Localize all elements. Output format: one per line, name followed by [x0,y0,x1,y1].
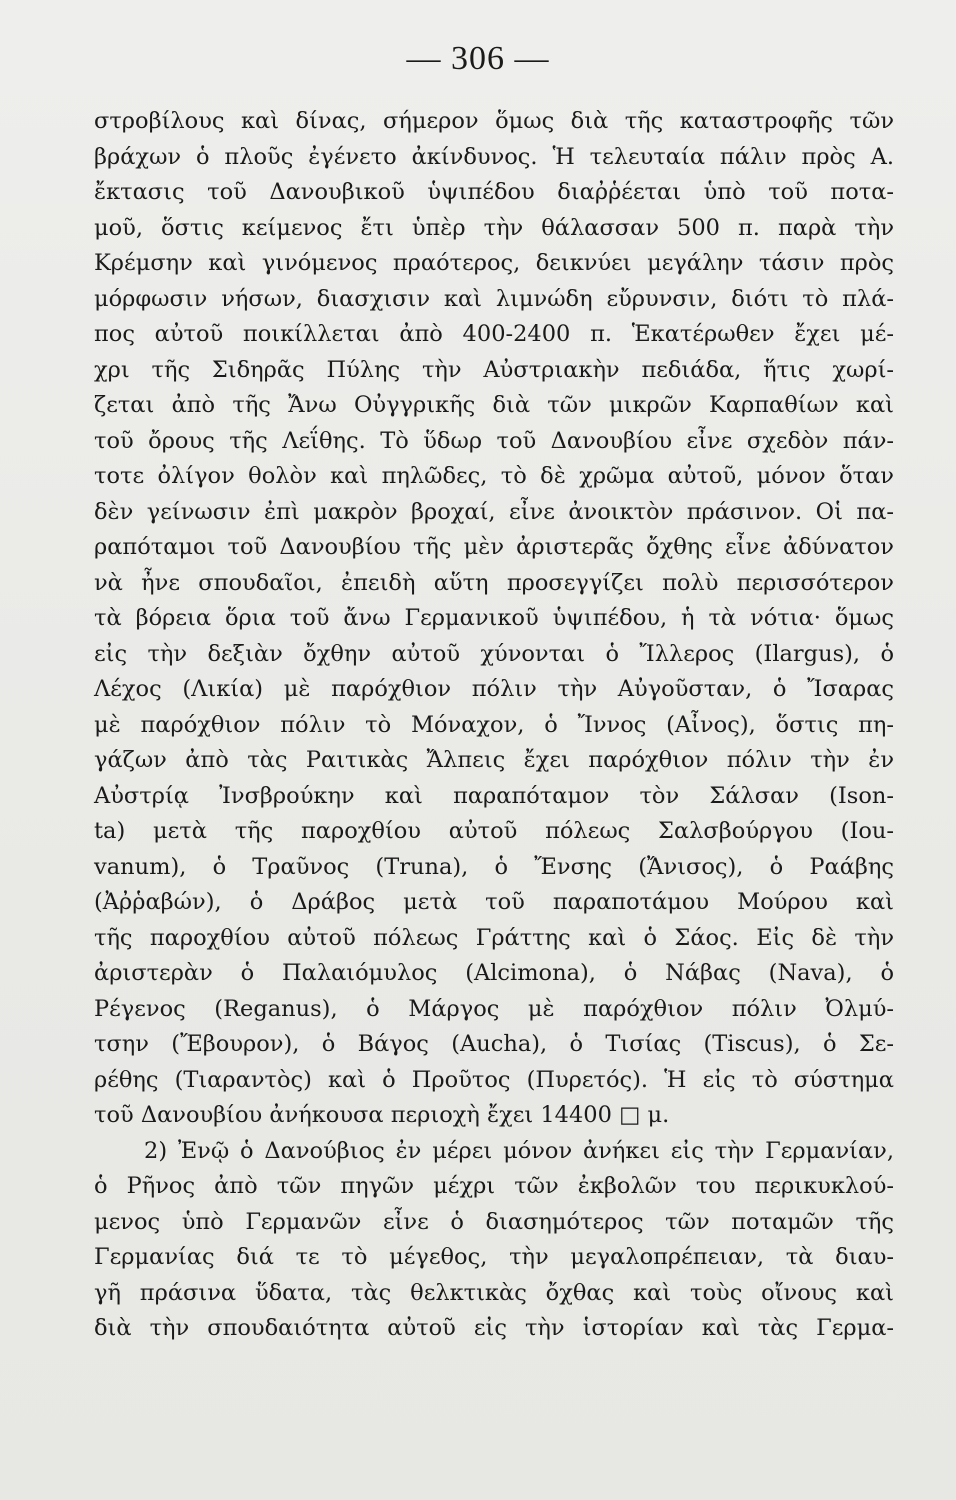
text-line: ἔκτασις τοῦ Δανουβικοῦ ὑψιπέδου διαῤῥέεται ὑπὸ τοῦ ποτα- [94,179,894,205]
text-line: Λέχος (Λικία) μὲ παρόχθιον πόλιν τὴν Αὐγοῦσταν, ὁ Ἴσαρας [94,676,894,702]
text-line: ta) μετὰ τῆς παροχθίου αὐτοῦ πόλεως Σαλσβούργου (Iou- [94,818,894,844]
text-line: στροβίλους καὶ δίνας, σήμερον ὅμως διὰ τῆς καταστροφῆς τῶν [94,108,894,134]
text-line: ραπόταμοι τοῦ Δανουβίου τῆς μὲν ἀριστερᾶς ὄχθης εἶνε ἀδύνατον [94,534,894,560]
text-line: μενος ὑπὸ Γερμανῶν εἶνε ὁ διασημότερος τῶν ποταμῶν τῆς [94,1208,894,1235]
text-line: βράχων ὁ πλοῦς ἐγένετο ἀκίνδυνος. Ἡ τελευταία πάλιν πρὸς Α. [94,143,894,170]
text-line: Ρέγενος (Reganus), ὁ Μάργος μὲ παρόχθιον πόλιν Ὀλμύ- [94,995,894,1022]
text-line: ἀριστερὰν ὁ Παλαιόμυλος (Alcimona), ὁ Νάβας (Nava), ὁ [94,960,894,986]
text-line: τοτε ὀλίγον θολὸν καὶ πηλῶδες, τὸ δὲ χρῶμα αὐτοῦ, μόνον ὅταν [94,463,894,489]
text-line: μοῦ, ὅστις κείμενος ἔτι ὑπὲρ τὴν θάλασσαν 500 π. παρὰ τὴν [94,214,894,241]
text-line: μὲ παρόχθιον πόλιν τὸ Μόναχον, ὁ Ἴννος (Αἶνος), ὅστις πη- [94,711,894,738]
text-line: εἰς τὴν δεξιὰν ὄχθην αὐτοῦ χύνονται ὁ Ἴλλερος (Ilargus), ὁ [94,640,894,667]
body-text [94,104,894,1347]
text-line: Αὐστρίᾳ Ἰνσβρούκην καὶ παραπόταμον τὸν Σάλσαν (Ison- [94,782,894,809]
text-line: vanum), ὁ Τραῦνος (Truna), ὁ Ἔνσης (Ἄνισος), ὁ Ραάβης [94,853,894,880]
text-line: δὲν γείνωσιν ἐπὶ μακρὸν βροχαί, εἶνε ἀνοικτὸν πράσινον. Οἱ πα- [94,498,894,525]
text-line: πος αὐτοῦ ποικίλλεται ἀπὸ 400-2400 π. Ἑκατέρωθεν ἔχει μέ- [94,321,894,347]
text-line: ρέθης (Τιαραντὸς) καὶ ὁ Προῦτος (Πυρετός). Ἡ εἰς τὸ σύστημα [94,1066,894,1093]
page-number: — 306 — [406,40,550,77]
text-line: νὰ ἦνε σπουδαῖοι, ἐπειδὴ αὕτη προσεγγίζει πολὺ περισσότερον [94,569,894,596]
text-line: τοῦ ὄρους τῆς Λεΐθης. Τὸ ὕδωρ τοῦ Δανουβίου εἶνε σχεδὸν πάν- [94,427,894,454]
text-line: διὰ τὴν σπουδαιότητα αὐτοῦ εἰς τὴν ἱστορίαν καὶ τὰς Γερμα- [94,1315,894,1341]
text-line: τῆς παροχθίου αὐτοῦ πόλεως Γράττης καὶ ὁ Σάος. Εἰς δὲ τὴν [94,924,894,951]
text-line: μόρφωσιν νήσων, διασχισιν καὶ λιμνώδη εὔρυνσιν, διότι τὸ πλά- [94,285,894,312]
text-line: ζεται ἀπὸ τῆς Ἄνω Οὐγγρικῆς διὰ τῶν μικρῶν Καρπαθίων καὶ [94,392,894,418]
text-line: τσην (Ἔβουρον), ὁ Βάγος (Aucha), ὁ Τισίας (Tiscus), ὁ Σε- [94,1031,894,1057]
paragraph-start-line: 2) Ἐνῷ ὁ Δανούβιος ἐν μέρει μόνον ἀνήκει εἰς τὴν Γερμανίαν, [144,1137,894,1164]
text-line: (Ἀῤῥαβών), ὁ Δράβος μετὰ τοῦ παραποτάμου Μούρου καὶ [94,889,894,915]
text-line: χρι τῆς Σιδηρᾶς Πύλης τὴν Αὐστριακὴν πεδιάδα, ἥτις χωρί- [94,356,894,383]
text-line: τὰ βόρεια ὅρια τοῦ ἄνω Γερμανικοῦ ὑψιπέδου, ἡ τὰ νότια· ὅμως [94,605,894,631]
text-line: ὁ Ρῆνος ἀπὸ τῶν πηγῶν μέχρι τῶν ἐκβολῶν του περικυκλού- [94,1173,894,1199]
text-line: γάζων ἀπὸ τὰς Ραιτικὰς Ἄλπεις ἔχει παρόχθιον πόλιν τὴν ἐν [94,747,894,773]
text-line: τοῦ Δανουβίου ἀνήκουσα περιοχὴ ἔχει 14400 □ μ. [94,1102,670,1128]
text-line: Γερμανίας διά τε τὸ μέγεθος, τὴν μεγαλοπρέπειαν, τὰ διαυ- [94,1244,894,1270]
text-line: γῆ πράσινα ὕδατα, τὰς θελκτικὰς ὄχθας καὶ τοὺς οἴνους καὶ [94,1279,894,1306]
text-line: Κρέμσην καὶ γινόμενος πραότερος, δεικνύει μεγάλην τάσιν πρὸς [94,250,894,276]
